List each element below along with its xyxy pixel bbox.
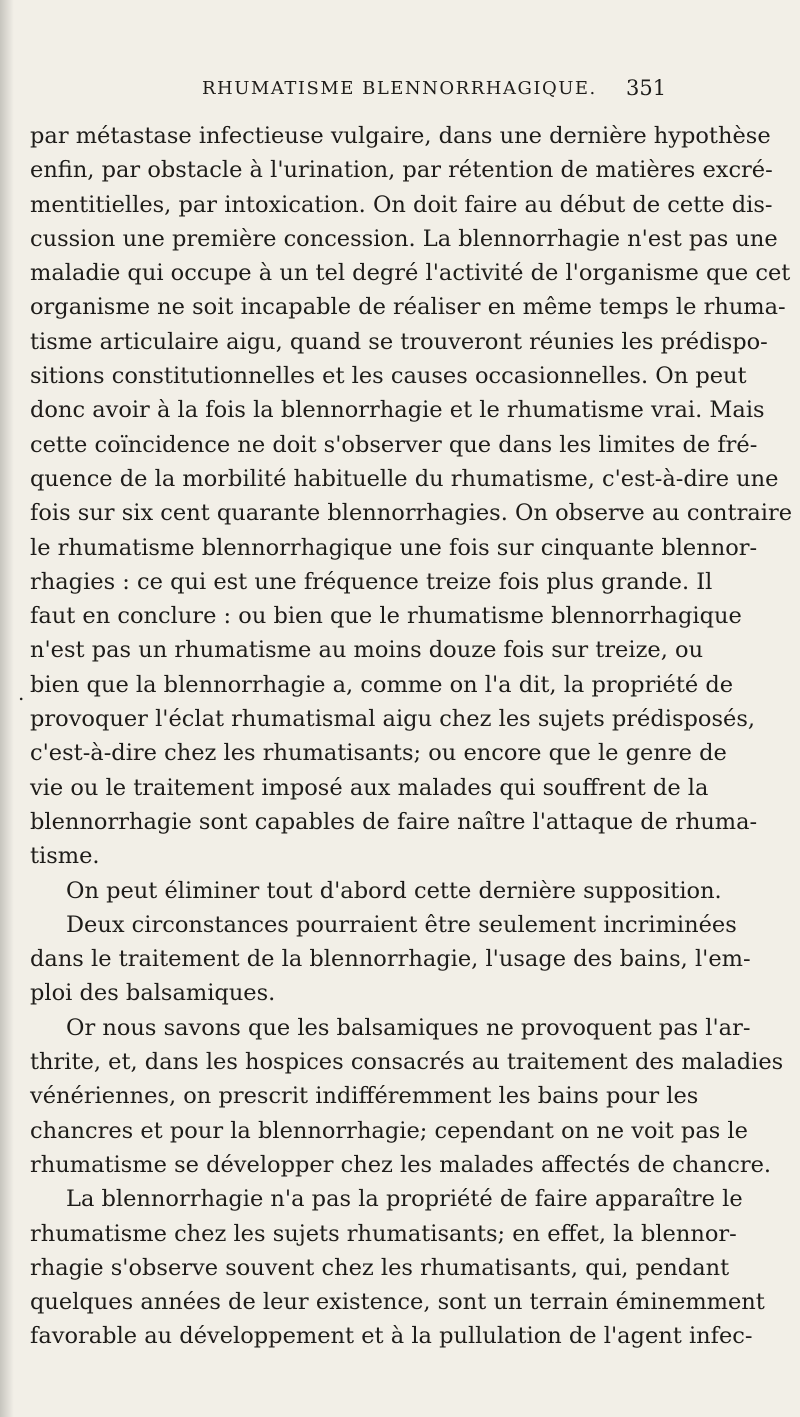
text-line: rhumatisme se développer chez les malades affectés de chancre. <box>30 1151 772 1178</box>
text-line: cussion une première concession. La blennorrhagie n'est pas une <box>30 225 778 252</box>
text-line: tisme. <box>30 843 100 870</box>
text-line: quence de la morbilité habituelle du rhumatisme, c'est-à-dire une <box>30 465 779 492</box>
margin-mark: . <box>18 681 25 705</box>
text-line: enfin, par obstacle à l'urination, par rétention de matières excré- <box>30 157 773 184</box>
text-line: tisme articulaire aigu, quand se trouveront réunies les prédispo- <box>30 328 768 355</box>
text-line: rhagie s'observe souvent chez les rhumatisants, qui, pendant <box>30 1254 730 1281</box>
text-line: faut en conclure : ou bien que le rhumatisme blennorrhagique <box>30 603 742 630</box>
text-line: thrite, et, dans les hospices consacrés au traitement des maladies <box>30 1049 784 1076</box>
text-line: rhagies : ce qui est une fréquence treize fois plus grande. Il <box>30 568 713 595</box>
text-line: rhumatisme chez les sujets rhumatisants; en effet, la blennor- <box>30 1220 737 1247</box>
running-title: RHUMATISME BLENNORRHAGIQUE. <box>202 78 597 99</box>
text-line: le rhumatisme blennorrhagique une fois sur cinquante blennor- <box>30 534 758 561</box>
text-line: dans le traitement de la blennorrhagie, l'usage des bains, l'em- <box>30 946 751 973</box>
binding-shadow <box>0 0 14 1417</box>
text-line: c'est-à-dire chez les rhumatisants; ou encore que le genre de <box>30 740 727 767</box>
text-line: donc avoir à la fois la blennorrhagie et le rhumatisme vrai. Mais <box>30 397 765 424</box>
text-line: On peut éliminer tout d'abord cette dernière supposition. <box>66 877 722 904</box>
text-line: bien que la blennorrhagie a, comme on l'a dit, la propriété de <box>30 671 734 698</box>
text-line: mentitielles, par intoxication. On doit faire au début de cette dis- <box>30 191 773 218</box>
text-line: n'est pas un rhumatisme au moins douze fois sur treize, ou <box>30 637 704 664</box>
text-line: vénériennes, on prescrit indifféremment les bains pour les <box>30 1083 699 1110</box>
text-line: Deux circonstances pourraient être seulement incriminées <box>66 911 737 938</box>
page-number: 351 <box>626 76 667 100</box>
text-line: provoquer l'éclat rhumatismal aigu chez les sujets prédisposés, <box>30 706 756 733</box>
text-line: organisme ne soit incapable de réaliser en même temps le rhuma- <box>30 294 786 321</box>
text-line: favorable au développement et à la pullulation de l'agent infec- <box>30 1323 753 1350</box>
body-text <box>30 119 793 1354</box>
text-line: ploi des balsamiques. <box>30 980 276 1007</box>
text-line: maladie qui occupe à un tel degré l'activité de l'organisme que cet <box>30 260 791 287</box>
text-line: par métastase infectieuse vulgaire, dans une dernière hypothèse <box>30 123 771 149</box>
text-line: Or nous savons que les balsamiques ne provoquent pas l'ar- <box>66 1014 751 1041</box>
text-line: quelques années de leur existence, sont un terrain éminemment <box>30 1289 765 1316</box>
text-line: fois sur six cent quarante blennorrhagies. On observe au contraire <box>30 500 793 527</box>
text-line: chancres et pour la blennorrhagie; cependant on ne voit pas le <box>30 1117 748 1144</box>
text-line: sitions constitutionnelles et les causes occasionnelles. On peut <box>30 363 747 390</box>
text-line: blennorrhagie sont capables de faire naître l'attaque de rhuma- <box>30 808 758 835</box>
text-line: cette coïncidence ne doit s'observer que dans les limites de fré- <box>30 431 758 458</box>
text-line: vie ou le traitement imposé aux malades qui souffrent de la <box>30 774 709 801</box>
text-line: La blennorrhagie n'a pas la propriété de faire apparaître le <box>66 1186 743 1213</box>
